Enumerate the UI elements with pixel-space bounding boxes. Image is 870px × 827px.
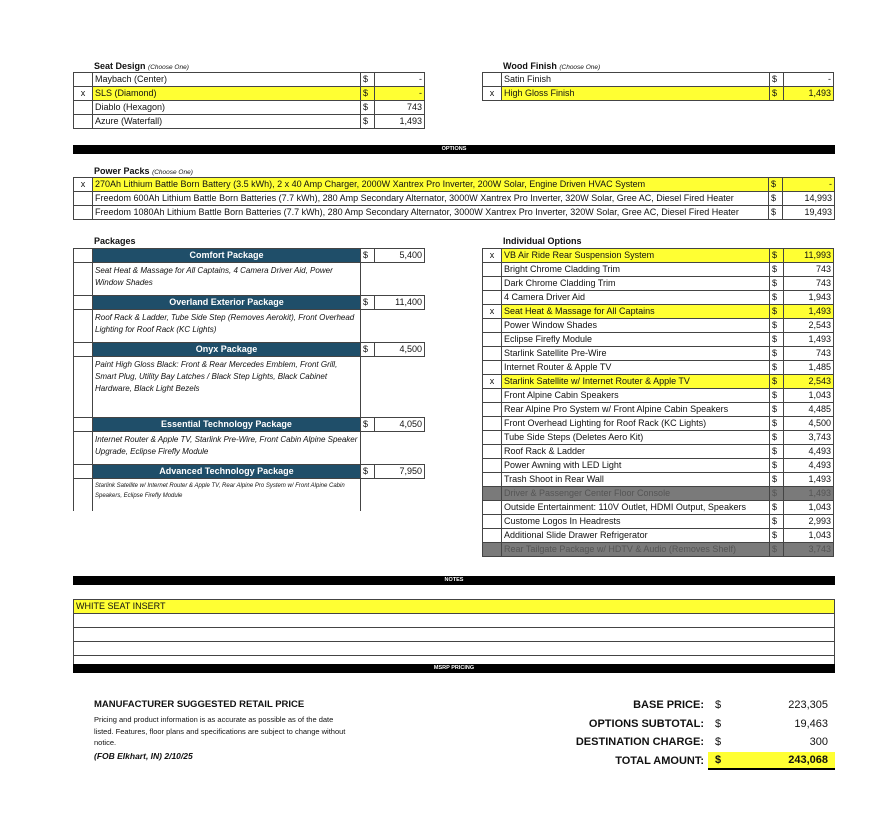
package [73,417,425,464]
option-price: - [784,73,834,87]
individual-option-row[interactable] [483,347,834,361]
package-row[interactable] [74,249,425,263]
option-price: 743 [784,263,834,277]
packages-block [73,248,425,511]
select-mark [74,465,93,479]
currency: $ [361,249,375,263]
option-price: 743 [375,101,425,115]
option-price: 1,493 [784,305,834,319]
option-price: 743 [784,277,834,291]
package-row[interactable] [74,418,425,432]
option-name: VB Air Ride Rear Suspension System [502,249,770,263]
option-price: 4,493 [784,445,834,459]
select-mark [74,343,93,357]
option-name: Front Overhead Lighting for Roof Rack (KC Lights) [502,417,770,431]
option-name: Tube Side Steps (Deletes Aero Kit) [502,431,770,445]
currency: $ [361,296,375,310]
currency: $ [769,206,783,220]
option-name: Freedom 600Ah Lithium Battle Born Batteries (7.7 kWh), 280 Amp Secondary Alternator, 3000W Xantrex Pro Inverter, 320W Solar, Gree AC, Diesel Fired Heater [93,192,769,206]
currency: $ [715,717,722,730]
option-price: 1,043 [784,501,834,515]
price-label: BASE PRICE: [633,699,704,711]
currency: $ [770,473,784,487]
price-line [540,715,835,734]
select-mark: x [483,249,502,263]
option-name: 4 Camera Driver Aid [502,291,770,305]
option-name: SLS (Diamond) [93,87,361,101]
select-mark: x [74,178,93,192]
option-price: 14,993 [783,192,835,206]
msrp-disclaimer: Pricing and product information is as accurate as possible as of the date listed. Features, floor plans and specifications are subject to change without notice. [94,715,346,747]
currency: $ [770,347,784,361]
option-name: Power Awning with LED Light [502,459,770,473]
currency: $ [770,501,784,515]
select-mark [483,347,502,361]
option-name: Azure (Waterfall) [93,115,361,129]
wood-finish-row[interactable] [483,73,834,87]
currency: $ [361,73,375,87]
select-mark: x [74,87,93,101]
select-mark [74,115,93,129]
option-name: Rear Tailgate Package w/ HDTV & Audio (Removes Shelf) [502,543,770,557]
currency: $ [770,73,784,87]
option-price: 2,543 [784,319,834,333]
select-mark [483,515,502,529]
currency: $ [361,101,375,115]
currency: $ [769,178,783,192]
wood-finish-title: Wood Finish (Choose One) [503,61,601,71]
individual-options-table [482,248,834,557]
individual-option-row[interactable] [483,473,834,487]
package-description: Internet Router & Apple TV, Starlink Pre-Wire, Front Cabin Alpine Speaker Upgrade, Eclipse Firefly Module [93,432,361,465]
package-row[interactable] [74,465,425,479]
note-text [74,614,835,628]
individual-option-row[interactable] [483,277,834,291]
notes-bar: NOTES [73,576,835,585]
select-mark [74,418,93,432]
option-name: Diablo (Hexagon) [93,101,361,115]
seat-design-row[interactable] [74,115,425,129]
option-name: Trash Shoot in Rear Wall [502,473,770,487]
select-mark [483,431,502,445]
individual-options-title: Individual Options [503,236,582,246]
currency: $ [715,699,722,711]
select-mark [483,501,502,515]
option-name: Additional Slide Drawer Refrigerator [502,529,770,543]
option-price: 1,485 [784,361,834,375]
currency: $ [770,333,784,347]
individual-option-row[interactable] [483,431,834,445]
option-price: 743 [784,347,834,361]
currency: $ [770,403,784,417]
msrp-heading: MANUFACTURER SUGGESTED RETAIL PRICE [94,699,305,710]
currency: $ [361,343,375,357]
currency: $ [770,515,784,529]
individual-option-row[interactable] [483,333,834,347]
currency: $ [361,418,375,432]
package-name: Onyx Package [93,343,361,357]
option-name: High Gloss Finish [502,87,770,101]
package-name: Comfort Package [93,249,361,263]
select-mark: x [483,305,502,319]
option-name: Freedom 1080Ah Lithium Battle Born Batteries (7.7 kWh), 280 Amp Secondary Alternator, 3000W Xantrex Pro Inverter, 320W Solar, Gree AC, Diesel Fired Heater [93,206,769,220]
price-line [540,696,835,715]
power-pack-row[interactable] [74,178,835,192]
currency: $ [769,192,783,206]
option-price: 4,485 [784,403,834,417]
currency: $ [770,445,784,459]
select-mark [483,529,502,543]
option-name: Custome Logos In Headrests [502,515,770,529]
option-price: 1,493 [784,473,834,487]
seat-design-row[interactable] [74,87,425,101]
package-description: Paint High Gloss Black: Front & Rear Mercedes Emblem, Front Grill, Smart Plug, Utility Bay Latches / Black Step Lights, Black Cabinet Hardware, Black Light Bezels [93,357,361,418]
package [73,248,425,295]
select-mark [483,361,502,375]
select-mark [483,459,502,473]
select-mark [483,417,502,431]
select-mark [74,296,93,310]
option-price: 4,493 [784,459,834,473]
option-price: - [375,87,425,101]
option-price: 2,993 [784,515,834,529]
individual-option-row[interactable] [483,417,834,431]
note-row[interactable] [74,642,835,656]
individual-option-row[interactable] [483,291,834,305]
option-name: Internet Router & Apple TV [502,361,770,375]
option-price: 1,043 [784,389,834,403]
select-mark [483,291,502,305]
select-mark [483,445,502,459]
note-row[interactable] [74,628,835,642]
currency: $ [770,375,784,389]
option-price: 1,493 [784,87,834,101]
individual-option-row[interactable] [483,389,834,403]
individual-option-row[interactable] [483,515,834,529]
currency: $ [770,487,784,501]
option-price: - [375,73,425,87]
option-price: 1,493 [784,487,834,501]
note-text: WHITE SEAT INSERT [74,600,835,614]
select-mark [483,73,502,87]
individual-option-row[interactable] [483,543,834,557]
note-row[interactable] [74,614,835,628]
select-mark: x [483,87,502,101]
individual-option-row[interactable] [483,487,834,501]
individual-option-row[interactable] [483,445,834,459]
option-price: 1,493 [784,333,834,347]
currency: $ [770,319,784,333]
total-amount: 243,068 [788,753,828,766]
select-mark [483,389,502,403]
package-price: 5,400 [375,249,425,263]
option-price: 19,493 [783,206,835,220]
currency: $ [361,115,375,129]
currency: $ [361,87,375,101]
total-box [708,752,835,770]
package-description: Starlink Satellite w/ Internet Router & Apple TV, Rear Alpine Pro System w/ Front Alpine Cabin Speakers, Eclipse Firefly Module [93,479,361,512]
currency: $ [770,263,784,277]
currency: $ [715,753,722,766]
currency: $ [770,417,784,431]
price-line [540,733,835,752]
power-packs-table [73,177,835,220]
currency: $ [770,543,784,557]
package [73,464,425,511]
fob-date: (FOB Elkhart, IN) 2/10/25 [94,751,193,761]
select-mark [483,263,502,277]
select-mark [483,319,502,333]
package [73,342,425,417]
select-mark [483,473,502,487]
msrp-bar: MSRP PRICING [73,664,835,673]
currency: $ [770,431,784,445]
select-mark [74,101,93,115]
package-name: Essential Technology Package [93,418,361,432]
individual-option-row[interactable] [483,403,834,417]
option-price: 1,943 [784,291,834,305]
note-text [74,628,835,642]
individual-option-row[interactable] [483,263,834,277]
select-mark [74,249,93,263]
package-name: Advanced Technology Package [93,465,361,479]
seat-design-row[interactable] [74,101,425,115]
option-price: 3,743 [784,431,834,445]
wood-finish-table [482,72,834,101]
select-mark [483,277,502,291]
select-mark: x [483,375,502,389]
option-name: Roof Rack & Ladder [502,445,770,459]
individual-option-row[interactable] [483,305,834,319]
note-row[interactable] [74,600,835,614]
power-pack-row[interactable] [74,192,835,206]
currency: $ [770,291,784,305]
power-pack-row[interactable] [74,206,835,220]
option-name: Dark Chrome Cladding Trim [502,277,770,291]
currency: $ [770,389,784,403]
option-price: 1,043 [784,529,834,543]
currency: $ [361,465,375,479]
price-label: DESTINATION CHARGE: [575,736,704,748]
option-price: 3,743 [784,543,834,557]
package-price: 4,500 [375,343,425,357]
wood-finish-row[interactable] [483,87,834,101]
price-amount: 223,305 [788,699,828,711]
option-name: Power Window Shades [502,319,770,333]
seat-design-table [73,72,425,129]
option-name: Eclipse Firefly Module [502,333,770,347]
option-name: Bright Chrome Cladding Trim [502,263,770,277]
option-name: Maybach (Center) [93,73,361,87]
select-mark [74,206,93,220]
option-name: 270Ah Lithium Battle Born Battery (3.5 kWh), 2 x 40 Amp Charger, 2000W Xantrex Pro Inverter, 200W Solar, Engine Driven HVAC System [93,178,769,192]
select-mark [483,543,502,557]
option-price: 1,493 [375,115,425,129]
option-price: 11,993 [784,249,834,263]
package [73,295,425,342]
option-name: Driver & Passenger Center Floor Console [502,487,770,501]
power-packs-title: Power Packs (Choose One) [94,166,193,176]
option-price: 4,500 [784,417,834,431]
individual-option-row[interactable] [483,319,834,333]
currency: $ [715,736,722,748]
currency: $ [770,277,784,291]
notes-table [73,599,835,670]
select-mark [74,192,93,206]
currency: $ [770,529,784,543]
packages-title: Packages [94,236,136,246]
option-price: 2,543 [784,375,834,389]
note-text [74,642,835,656]
currency: $ [770,361,784,375]
individual-option-row[interactable] [483,375,834,389]
seat-design-title: Seat Design (Choose One) [94,61,189,71]
option-name: Starlink Satellite Pre-Wire [502,347,770,361]
total-line [540,752,835,770]
option-name: Rear Alpine Pro System w/ Front Alpine Cabin Speakers [502,403,770,417]
package-price: 4,050 [375,418,425,432]
option-name: Starlink Satellite w/ Internet Router & Apple TV [502,375,770,389]
package-description: Roof Rack & Ladder, Tube Side Step (Removes Aerokit), Front Overhead Lighting for Roof Rack (KC Lights) [93,310,361,343]
currency: $ [770,305,784,319]
currency: $ [770,459,784,473]
price-amount: 300 [809,736,828,748]
currency: $ [770,87,784,101]
option-price: - [783,178,835,192]
seat-design-row[interactable] [74,73,425,87]
option-name: Satin Finish [502,73,770,87]
select-mark [483,403,502,417]
total-label: TOTAL AMOUNT: [615,754,704,767]
individual-option-row[interactable] [483,529,834,543]
option-name: Outside Entertainment: 110V Outlet, HDMI Output, Speakers [502,501,770,515]
price-label: OPTIONS SUBTOTAL: [588,717,704,730]
individual-option-row[interactable] [483,361,834,375]
package-description: Seat Heat & Massage for All Captains, 4 Camera Driver Aid, Power Window Shades [93,263,361,296]
package-name: Overland Exterior Package [93,296,361,310]
option-name: Front Alpine Cabin Speakers [502,389,770,403]
price-amount: 19,463 [794,717,828,730]
select-mark [74,73,93,87]
option-name: Seat Heat & Massage for All Captains [502,305,770,319]
pricing-summary [540,696,835,770]
package-row[interactable] [74,296,425,310]
package-price: 11,400 [375,296,425,310]
package-row[interactable] [74,343,425,357]
individual-option-row[interactable] [483,249,834,263]
select-mark [483,333,502,347]
package-price: 7,950 [375,465,425,479]
currency: $ [770,249,784,263]
select-mark [483,487,502,501]
options-bar: OPTIONS [73,145,835,154]
individual-option-row[interactable] [483,501,834,515]
individual-option-row[interactable] [483,459,834,473]
